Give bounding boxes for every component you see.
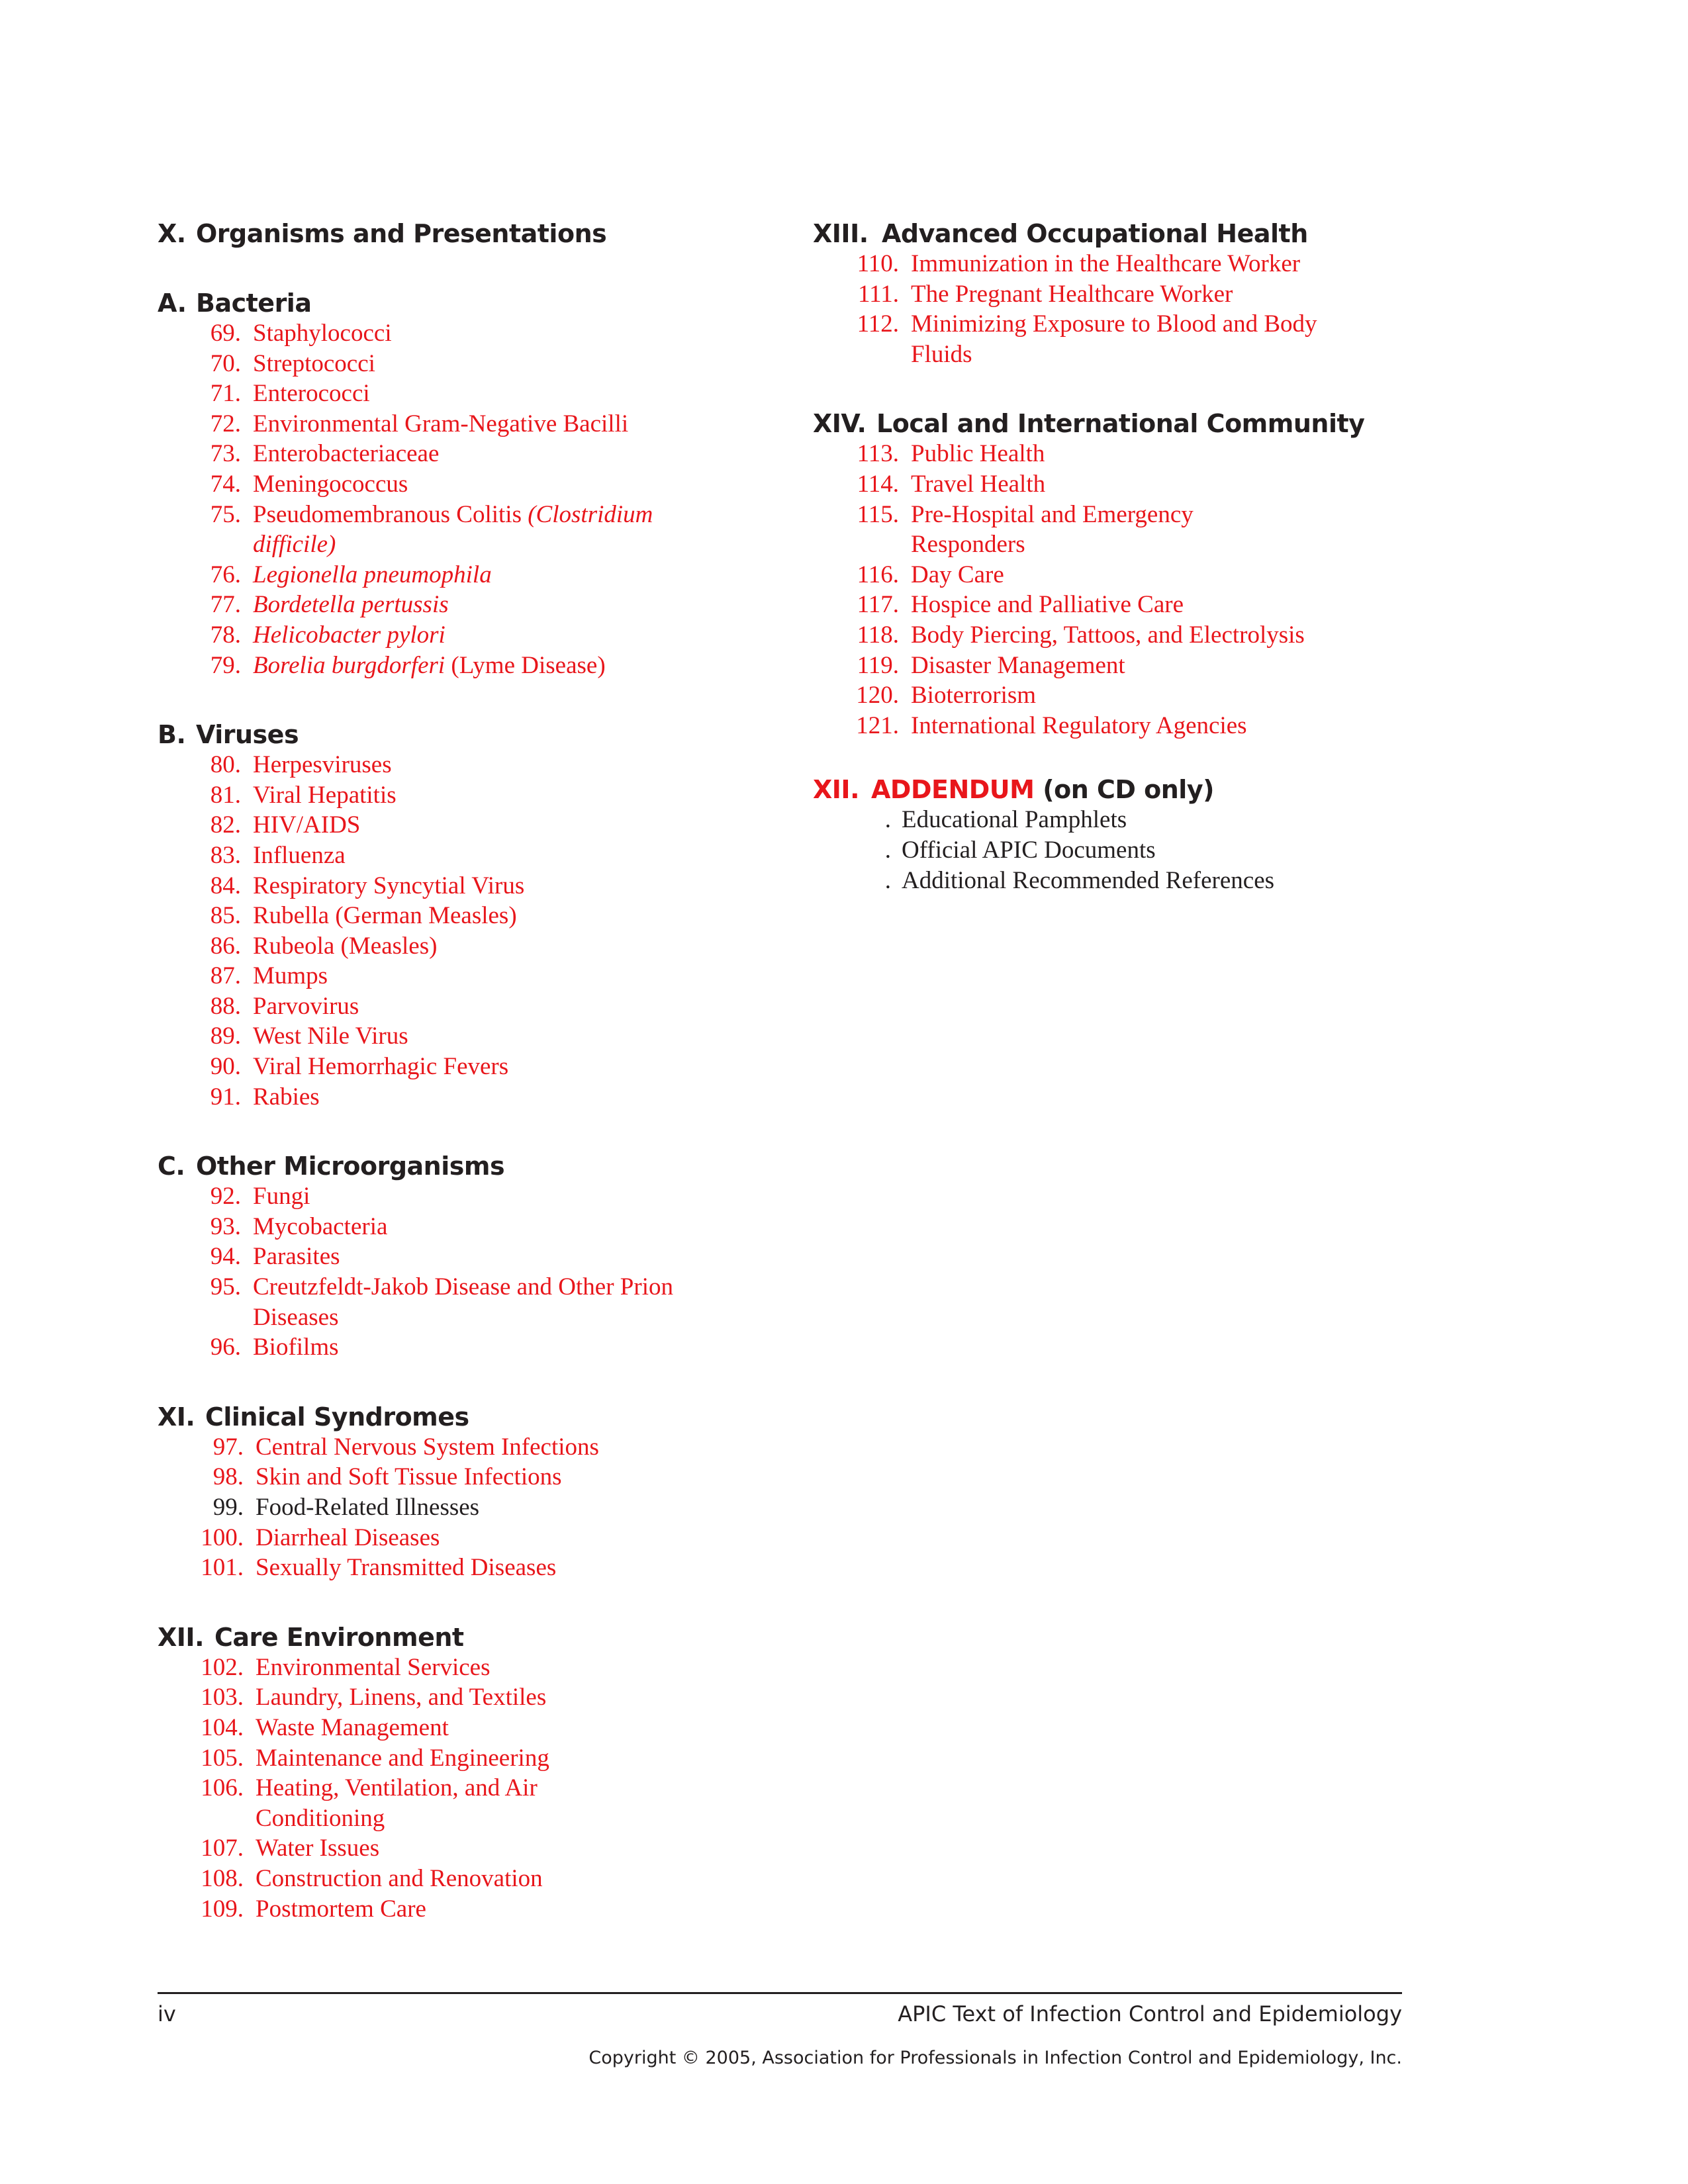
entry-number: 92. — [210, 1183, 241, 1210]
entry-title-text: Biofilms — [253, 1334, 339, 1361]
section-heading — [158, 288, 820, 318]
toc-entry[interactable] — [158, 871, 820, 901]
entry-title-text: Pre-Hospital and Emergency Responders — [911, 500, 1194, 559]
toc-entry[interactable] — [158, 560, 820, 590]
section-list — [158, 750, 820, 1112]
toc-entry[interactable] — [158, 1773, 820, 1833]
section-list — [158, 1653, 820, 1924]
toc-entry[interactable] — [813, 309, 1475, 369]
entry-title — [256, 1682, 546, 1713]
entry-title — [911, 439, 1045, 469]
entry-title — [253, 560, 492, 590]
toc-entry[interactable] — [813, 560, 1475, 590]
entry-number: 100. — [201, 1524, 244, 1551]
entry-title-text: The Pregnant Healthcare Worker — [911, 280, 1233, 308]
entry-number: 80. — [210, 751, 241, 779]
entry-title-text: Environmental Services — [256, 1653, 491, 1681]
entry-title-text: Respiratory Syncytial Virus — [253, 872, 525, 899]
addendum-item — [813, 835, 1475, 866]
entry-title — [253, 379, 370, 409]
entry-number: 112. — [857, 310, 899, 338]
entry-title — [253, 469, 408, 500]
toc-entry[interactable] — [158, 1553, 820, 1583]
entry-title-text: Pseudomembranous Colitis — [253, 500, 528, 528]
section-number: B. — [158, 720, 186, 750]
entry-title — [253, 1212, 387, 1242]
entry-title-text: Rubeola (Measles) — [253, 932, 438, 960]
entry-number: . — [884, 866, 891, 894]
entry-number: 71. — [210, 380, 241, 408]
entry-title-text: Postmortem Care — [256, 1895, 426, 1923]
entry-number: 89. — [210, 1023, 241, 1050]
entry-number: 93. — [210, 1212, 241, 1240]
toc-entry[interactable] — [813, 620, 1475, 651]
section-heading — [813, 408, 1475, 439]
toc-entry[interactable] — [158, 1682, 820, 1713]
section-list — [813, 805, 1475, 895]
entry-title — [902, 835, 1156, 866]
toc-entry[interactable] — [158, 1082, 820, 1113]
entry-title-text: Rubella (German Measles) — [253, 902, 517, 930]
entry-title-text: Skin and Soft Tissue Infections — [256, 1463, 562, 1491]
entry-title — [911, 500, 1308, 560]
entry-title — [253, 349, 375, 379]
entry-number: 77. — [210, 591, 241, 619]
entry-number: 69. — [210, 320, 241, 347]
entry-title-text: Immunization in the Healthcare Worker — [911, 250, 1301, 277]
entry-title-text: Official APIC Documents — [902, 836, 1156, 864]
toc-entry[interactable] — [813, 680, 1475, 711]
entry-title-text: Water Issues — [256, 1835, 380, 1862]
entry-title-text: International Regulatory Agencies — [911, 711, 1247, 739]
entry-title-text: Parasites — [253, 1243, 340, 1271]
entry-title-text: Influenza — [253, 841, 346, 869]
entry-title — [253, 750, 392, 780]
entry-number: 107. — [201, 1835, 244, 1862]
toc-entry[interactable] — [158, 991, 820, 1022]
toc-entry[interactable] — [158, 1021, 820, 1052]
entry-title — [253, 1332, 339, 1363]
section-heading — [158, 719, 820, 750]
toc-entry[interactable] — [158, 1332, 820, 1363]
entry-title — [253, 871, 524, 901]
entry-title-text: Viral Hemorrhagic Fevers — [253, 1053, 509, 1081]
entry-title-text: Day Care — [911, 561, 1004, 588]
toc-entry[interactable] — [158, 379, 820, 409]
entry-number: 105. — [201, 1744, 244, 1772]
entry-title — [253, 1242, 340, 1272]
entry-title — [256, 1864, 543, 1894]
section-number: XIV. — [813, 409, 867, 439]
section-title: Care Environment — [214, 1622, 464, 1652]
entry-number: 97. — [212, 1433, 244, 1461]
toc-entry[interactable] — [813, 279, 1475, 310]
section-list — [813, 249, 1475, 369]
entry-number: 73. — [210, 440, 241, 468]
entry-number: 106. — [201, 1774, 244, 1802]
entry-number: 113. — [857, 440, 899, 468]
entry-number: 83. — [210, 841, 241, 869]
toc-entry[interactable] — [158, 1462, 820, 1492]
section-list — [813, 439, 1475, 741]
toc-entry[interactable] — [158, 1492, 820, 1523]
entry-number: 94. — [210, 1243, 241, 1271]
toc-entry[interactable] — [158, 349, 820, 379]
entry-title-text: Staphylococci — [253, 320, 392, 347]
entry-title — [253, 651, 606, 681]
entry-number: 116. — [857, 561, 899, 588]
toc-entry[interactable] — [158, 1653, 820, 1683]
toc-entry[interactable] — [813, 439, 1475, 469]
entry-number: 120. — [856, 682, 899, 709]
entry-title — [253, 409, 628, 439]
entry-title-text: Sexually Transmitted Diseases — [256, 1554, 557, 1582]
toc-right-column — [813, 218, 1475, 895]
entry-number: 96. — [210, 1334, 241, 1361]
entry-title — [911, 279, 1233, 310]
entry-number: 87. — [210, 962, 241, 990]
toc-entry[interactable] — [158, 1242, 820, 1272]
addendum-item — [813, 805, 1475, 835]
section-title: Local and International Community — [876, 409, 1365, 439]
entry-title — [256, 1653, 490, 1683]
entry-title — [253, 1272, 716, 1332]
toc-entry[interactable] — [158, 318, 820, 349]
entry-title — [256, 1553, 556, 1583]
entry-number: 98. — [212, 1463, 244, 1491]
entry-title — [253, 318, 392, 349]
section-heading — [158, 1151, 820, 1181]
entry-title-text: Fungi — [253, 1183, 310, 1210]
toc-left-column — [158, 218, 820, 1924]
entry-title — [902, 866, 1274, 896]
toc-entry[interactable] — [158, 1864, 820, 1894]
entry-title — [911, 651, 1125, 681]
toc-entry[interactable] — [158, 1523, 820, 1553]
entry-title — [911, 711, 1247, 741]
toc-entry[interactable] — [813, 711, 1475, 741]
entry-number: 91. — [210, 1083, 241, 1111]
entry-title-text: Maintenance and Engineering — [256, 1744, 549, 1772]
entry-title — [911, 620, 1305, 651]
toc-entry[interactable] — [158, 1052, 820, 1082]
entry-title-text: Mycobacteria — [253, 1212, 388, 1240]
entry-title — [256, 1833, 379, 1864]
entry-title — [253, 1181, 310, 1212]
footer-divider — [158, 1992, 1402, 1994]
entry-title — [911, 249, 1300, 279]
entry-number: 114. — [857, 470, 899, 498]
entry-title — [253, 780, 397, 811]
toc-entry[interactable] — [158, 1432, 820, 1463]
entry-title — [256, 1492, 479, 1523]
entry-number: 117. — [857, 591, 899, 619]
entry-title-text: Additional Recommended References — [902, 866, 1275, 894]
section-number: XI. — [158, 1402, 195, 1432]
entry-title-text: Educational Pamphlets — [902, 806, 1127, 834]
section-title: Bacteria — [196, 289, 312, 318]
toc-entry[interactable] — [158, 1833, 820, 1864]
entry-number: 108. — [201, 1864, 244, 1892]
toc-entry[interactable] — [158, 1713, 820, 1743]
entry-title — [256, 1462, 562, 1492]
entry-number: 103. — [201, 1684, 244, 1711]
entry-title-text: Body Piercing, Tattoos, and Electrolysis — [911, 621, 1305, 649]
entry-title — [253, 810, 360, 841]
toc-entry[interactable] — [158, 1894, 820, 1925]
entry-title-italic: (Clostridium difficile) — [253, 500, 653, 559]
section-number: XIII. — [813, 219, 868, 248]
entry-title-italic: Borelia burgdorferi — [253, 651, 445, 679]
toc-entry[interactable] — [158, 841, 820, 871]
addendum-link[interactable]: ADDENDUM — [871, 775, 1035, 805]
entry-number: 109. — [201, 1895, 244, 1923]
entry-title — [911, 590, 1184, 620]
toc-entry[interactable] — [158, 1272, 820, 1332]
entry-title — [253, 931, 437, 962]
entry-title-text: Rabies — [253, 1083, 320, 1111]
entry-title — [253, 439, 439, 469]
section-heading — [158, 1622, 820, 1653]
section-title: Viruses — [196, 720, 299, 750]
entry-title-text: Enterococci — [253, 380, 370, 408]
entry-title — [253, 1021, 408, 1052]
entry-title-text: Streptococci — [253, 349, 375, 377]
entry-title — [911, 469, 1045, 500]
entry-title-text: Construction and Renovation — [256, 1864, 543, 1892]
entry-title-text: Mumps — [253, 962, 328, 990]
entry-title — [911, 309, 1368, 369]
entry-title — [256, 1894, 426, 1925]
entry-title — [253, 1052, 508, 1082]
entry-title — [253, 1082, 320, 1113]
toc-entry[interactable] — [158, 469, 820, 500]
toc-entry[interactable] — [158, 901, 820, 931]
section-title-suffix: (on CD only) — [1034, 775, 1214, 805]
entry-number: 88. — [210, 992, 241, 1020]
toc-entry[interactable] — [158, 961, 820, 991]
entry-title — [256, 1432, 599, 1463]
entry-number: 90. — [210, 1053, 241, 1081]
section-number: A. — [158, 289, 187, 318]
section-heading — [158, 1402, 820, 1432]
entry-title — [256, 1773, 600, 1833]
entry-title — [253, 620, 445, 651]
entry-number: 111. — [857, 280, 899, 308]
entry-number: 75. — [210, 500, 241, 528]
entry-title-text: Laundry, Linens, and Textiles — [256, 1684, 547, 1711]
entry-number: 121. — [856, 711, 899, 739]
section-list — [158, 318, 820, 680]
toc-entry[interactable] — [813, 500, 1475, 560]
section-number: C. — [158, 1152, 185, 1181]
entry-title — [902, 805, 1127, 835]
section-list — [158, 1432, 820, 1583]
entry-number: 118. — [857, 621, 899, 649]
entry-number: 72. — [210, 410, 241, 437]
entry-title-text: Diarrheal Diseases — [256, 1524, 440, 1551]
entry-number: 101. — [201, 1554, 244, 1582]
entry-title-text: Bioterrorism — [911, 682, 1037, 709]
entry-title-text: Heating, Ventilation, and Air Conditioning — [256, 1774, 538, 1832]
entry-number: 95. — [210, 1273, 241, 1301]
section-number: XII. — [813, 775, 860, 805]
entry-title-text: Creutzfeldt-Jakob Disease and Other Prion Diseases — [253, 1273, 673, 1331]
entry-number: 76. — [210, 561, 241, 588]
section-title: Advanced Occupational Health — [882, 219, 1308, 248]
toc-entry[interactable] — [158, 780, 820, 811]
entry-number: 85. — [210, 902, 241, 930]
part-title: Organisms and Presentations — [196, 219, 607, 248]
entry-number: 86. — [210, 932, 241, 960]
entry-title — [256, 1713, 449, 1743]
entry-title-text: Travel Health — [911, 470, 1046, 498]
section-heading — [813, 774, 1475, 805]
toc-entry[interactable] — [158, 500, 820, 560]
entry-title — [256, 1743, 549, 1774]
toc-entry[interactable] — [813, 249, 1475, 279]
entry-number: 99. — [212, 1494, 244, 1521]
toc-entry[interactable] — [158, 931, 820, 962]
section-title: Clinical Syndromes — [205, 1402, 469, 1432]
section-number: XII. — [158, 1622, 205, 1652]
entry-title — [253, 590, 449, 620]
entry-title-text: Enterobacteriaceae — [253, 440, 440, 468]
entry-title-text: Herpesviruses — [253, 751, 392, 779]
entry-title-text: Environmental Gram-Negative Bacilli — [253, 410, 629, 437]
entry-title-text: Central Nervous System Infections — [256, 1433, 599, 1461]
toc-entry[interactable] — [158, 409, 820, 439]
toc-entry[interactable] — [158, 810, 820, 841]
entry-number: 82. — [210, 811, 241, 839]
toc-entry[interactable] — [158, 651, 820, 681]
entry-title — [253, 961, 328, 991]
entry-title — [911, 680, 1036, 711]
entry-title-italic: Legionella pneumophila — [253, 561, 492, 588]
entry-title-text: HIV/AIDS — [253, 811, 361, 839]
section-heading — [813, 218, 1475, 249]
toc-entry[interactable] — [158, 750, 820, 780]
part-heading — [158, 218, 820, 249]
entry-title-text: Meningococcus — [253, 470, 408, 498]
entry-title — [253, 841, 346, 871]
entry-title-text: Hospice and Palliative Care — [911, 591, 1184, 619]
toc-entry[interactable] — [158, 1212, 820, 1242]
section-list — [158, 1181, 820, 1363]
book-title: APIC Text of Infection Control and Epidemiology — [898, 2001, 1402, 2026]
addendum-item — [813, 866, 1475, 896]
copyright-notice: Copyright © 2005, Association for Professionals in Infection Control and Epidemiology, Inc. — [588, 2048, 1402, 2068]
entry-title-suffix: (Lyme Disease) — [445, 651, 606, 679]
toc-entry[interactable] — [158, 590, 820, 620]
toc-entry[interactable] — [158, 620, 820, 651]
entry-title-italic: Helicobacter pylori — [253, 621, 445, 649]
page-number: iv — [158, 2001, 176, 2026]
entry-number: 81. — [210, 781, 241, 809]
toc-entry[interactable] — [158, 439, 820, 469]
entry-title — [253, 500, 716, 560]
toc-entry[interactable] — [158, 1181, 820, 1212]
entry-title-text: Parvovirus — [253, 992, 359, 1020]
toc-entry[interactable] — [813, 651, 1475, 681]
entry-title-text: Minimizing Exposure to Blood and Body Fluids — [911, 310, 1317, 368]
entry-number: 74. — [210, 470, 241, 498]
entry-title — [256, 1523, 440, 1553]
toc-entry[interactable] — [813, 590, 1475, 620]
entry-title-text: Disaster Management — [911, 651, 1125, 679]
entry-title — [911, 560, 1004, 590]
entry-title-text: West Nile Virus — [253, 1023, 408, 1050]
entry-title — [253, 991, 359, 1022]
entry-title — [253, 901, 517, 931]
entry-number: 119. — [857, 651, 899, 679]
entry-number: . — [884, 836, 891, 864]
entry-title-text: Public Health — [911, 440, 1045, 468]
entry-title-text: Viral Hepatitis — [253, 781, 397, 809]
toc-entry[interactable] — [813, 469, 1475, 500]
entry-number: 102. — [201, 1653, 244, 1681]
entry-number: 70. — [210, 349, 241, 377]
entry-number: 78. — [210, 621, 241, 649]
part-number: X. — [158, 219, 186, 248]
entry-number: 79. — [210, 651, 241, 679]
section-title: Other Microorganisms — [196, 1152, 505, 1181]
entry-number: 104. — [201, 1713, 244, 1741]
entry-number: 84. — [210, 872, 241, 899]
entry-number: 115. — [857, 500, 899, 528]
entry-number: . — [884, 806, 891, 834]
entry-title-italic: Bordetella pertussis — [253, 591, 449, 619]
entry-title-text: Food-Related Illnesses — [256, 1494, 480, 1521]
entry-title-text: Waste Management — [256, 1713, 449, 1741]
entry-number: 110. — [857, 250, 899, 277]
toc-entry[interactable] — [158, 1743, 820, 1774]
